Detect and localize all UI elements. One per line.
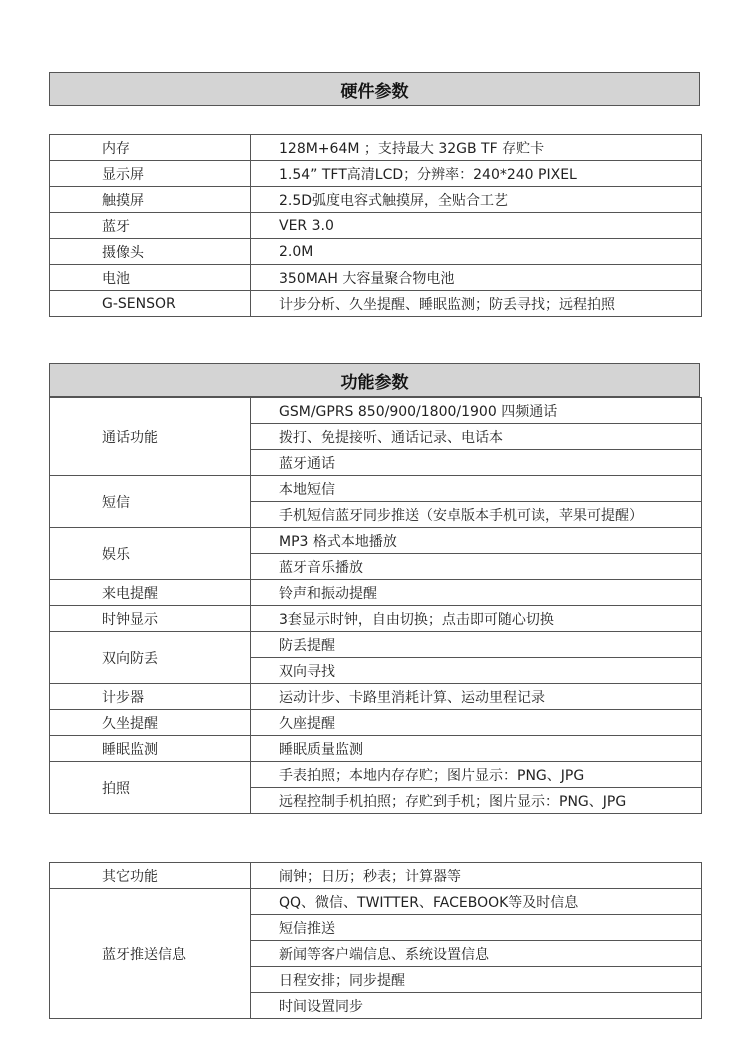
spec-value: 蓝牙通话 <box>251 450 702 476</box>
spec-key: G-SENSOR <box>50 291 251 317</box>
table-row <box>50 135 702 161</box>
spec-value: 350MAH 大容量聚合物电池 <box>251 265 702 291</box>
spec-value: 拨打、免提接听、通话记录、电话本 <box>251 424 702 450</box>
table-row <box>50 476 702 502</box>
table-row <box>50 291 702 317</box>
spec-value: 运动计步、卡路里消耗计算、运动里程记录 <box>251 684 702 710</box>
spec-key: 内存 <box>50 135 251 161</box>
spec-value: 闹钟；日历；秒表；计算器等 <box>251 863 702 889</box>
spec-value: 1.54” TFT高清LCD；分辨率：240*240 PIXEL <box>251 161 702 187</box>
spec-value: 计步分析、久坐提醒、睡眠监测；防丢寻找；远程拍照 <box>251 291 702 317</box>
spec-key: 通话功能 <box>50 398 251 476</box>
spec-value: 3套显示时钟，自由切换；点击即可随心切换 <box>251 606 702 632</box>
table-row <box>50 580 702 606</box>
spec-key: 睡眠监测 <box>50 736 251 762</box>
table-row <box>50 736 702 762</box>
spec-value: 铃声和振动提醒 <box>251 580 702 606</box>
spec-value: VER 3.0 <box>251 213 702 239</box>
spec-value: 防丢提醒 <box>251 632 702 658</box>
table-row <box>50 762 702 788</box>
table-row <box>50 632 702 658</box>
spec-value: 远程控制手机拍照；存贮到手机；图片显示：PNG、JPG <box>251 788 702 814</box>
spec-value: 128M+64M ；支持最大 32GB TF 存贮卡 <box>251 135 702 161</box>
table-row <box>50 398 702 424</box>
spec-value: 短信推送 <box>251 915 702 941</box>
table-row <box>50 684 702 710</box>
spec-value: 本地短信 <box>251 476 702 502</box>
spec-key: 时钟显示 <box>50 606 251 632</box>
spec-key: 蓝牙 <box>50 213 251 239</box>
spec-value: 蓝牙音乐播放 <box>251 554 702 580</box>
other-spec-table <box>49 862 702 1019</box>
spec-key: 久坐提醒 <box>50 710 251 736</box>
spec-value: QQ、微信、TWITTER、FACEBOOK等及时信息 <box>251 889 702 915</box>
spec-value: 睡眠质量监测 <box>251 736 702 762</box>
spec-value: 手表拍照；本地内存存贮；图片显示：PNG、JPG <box>251 762 702 788</box>
spec-key: 其它功能 <box>50 863 251 889</box>
spec-value: 日程安排；同步提醒 <box>251 967 702 993</box>
spec-key: 蓝牙推送信息 <box>50 889 251 1019</box>
spec-value: 新闻等客户端信息、系统设置信息 <box>251 941 702 967</box>
spec-value: 双向寻找 <box>251 658 702 684</box>
table-row <box>50 161 702 187</box>
spec-key: 显示屏 <box>50 161 251 187</box>
spec-key: 摄像头 <box>50 239 251 265</box>
table-row <box>50 889 702 915</box>
table-row <box>50 187 702 213</box>
spec-key: 娱乐 <box>50 528 251 580</box>
spec-value: 手机短信蓝牙同步推送（安卓版本手机可读，苹果可提醒） <box>251 502 702 528</box>
spec-key: 拍照 <box>50 762 251 814</box>
function-section-title: 功能参数 <box>49 363 700 397</box>
table-row <box>50 606 702 632</box>
hardware-section-title: 硬件参数 <box>49 72 700 106</box>
table-row <box>50 863 702 889</box>
table-row <box>50 710 702 736</box>
function-spec-table <box>49 397 702 814</box>
spec-key: 双向防丢 <box>50 632 251 684</box>
table-row <box>50 213 702 239</box>
table-row <box>50 239 702 265</box>
spec-key: 来电提醒 <box>50 580 251 606</box>
spec-value: 2.5D弧度电容式触摸屏，全贴合工艺 <box>251 187 702 213</box>
spec-value: 久座提醒 <box>251 710 702 736</box>
spec-value: 2.0M <box>251 239 702 265</box>
spec-key: 短信 <box>50 476 251 528</box>
table-row <box>50 528 702 554</box>
hardware-spec-table <box>49 134 702 317</box>
spec-key: 电池 <box>50 265 251 291</box>
spec-value: 时间设置同步 <box>251 993 702 1019</box>
table-row <box>50 265 702 291</box>
spec-key: 计步器 <box>50 684 251 710</box>
spec-key: 触摸屏 <box>50 187 251 213</box>
spec-value: GSM/GPRS 850/900/1800/1900 四频通话 <box>251 398 702 424</box>
spec-value: MP3 格式本地播放 <box>251 528 702 554</box>
